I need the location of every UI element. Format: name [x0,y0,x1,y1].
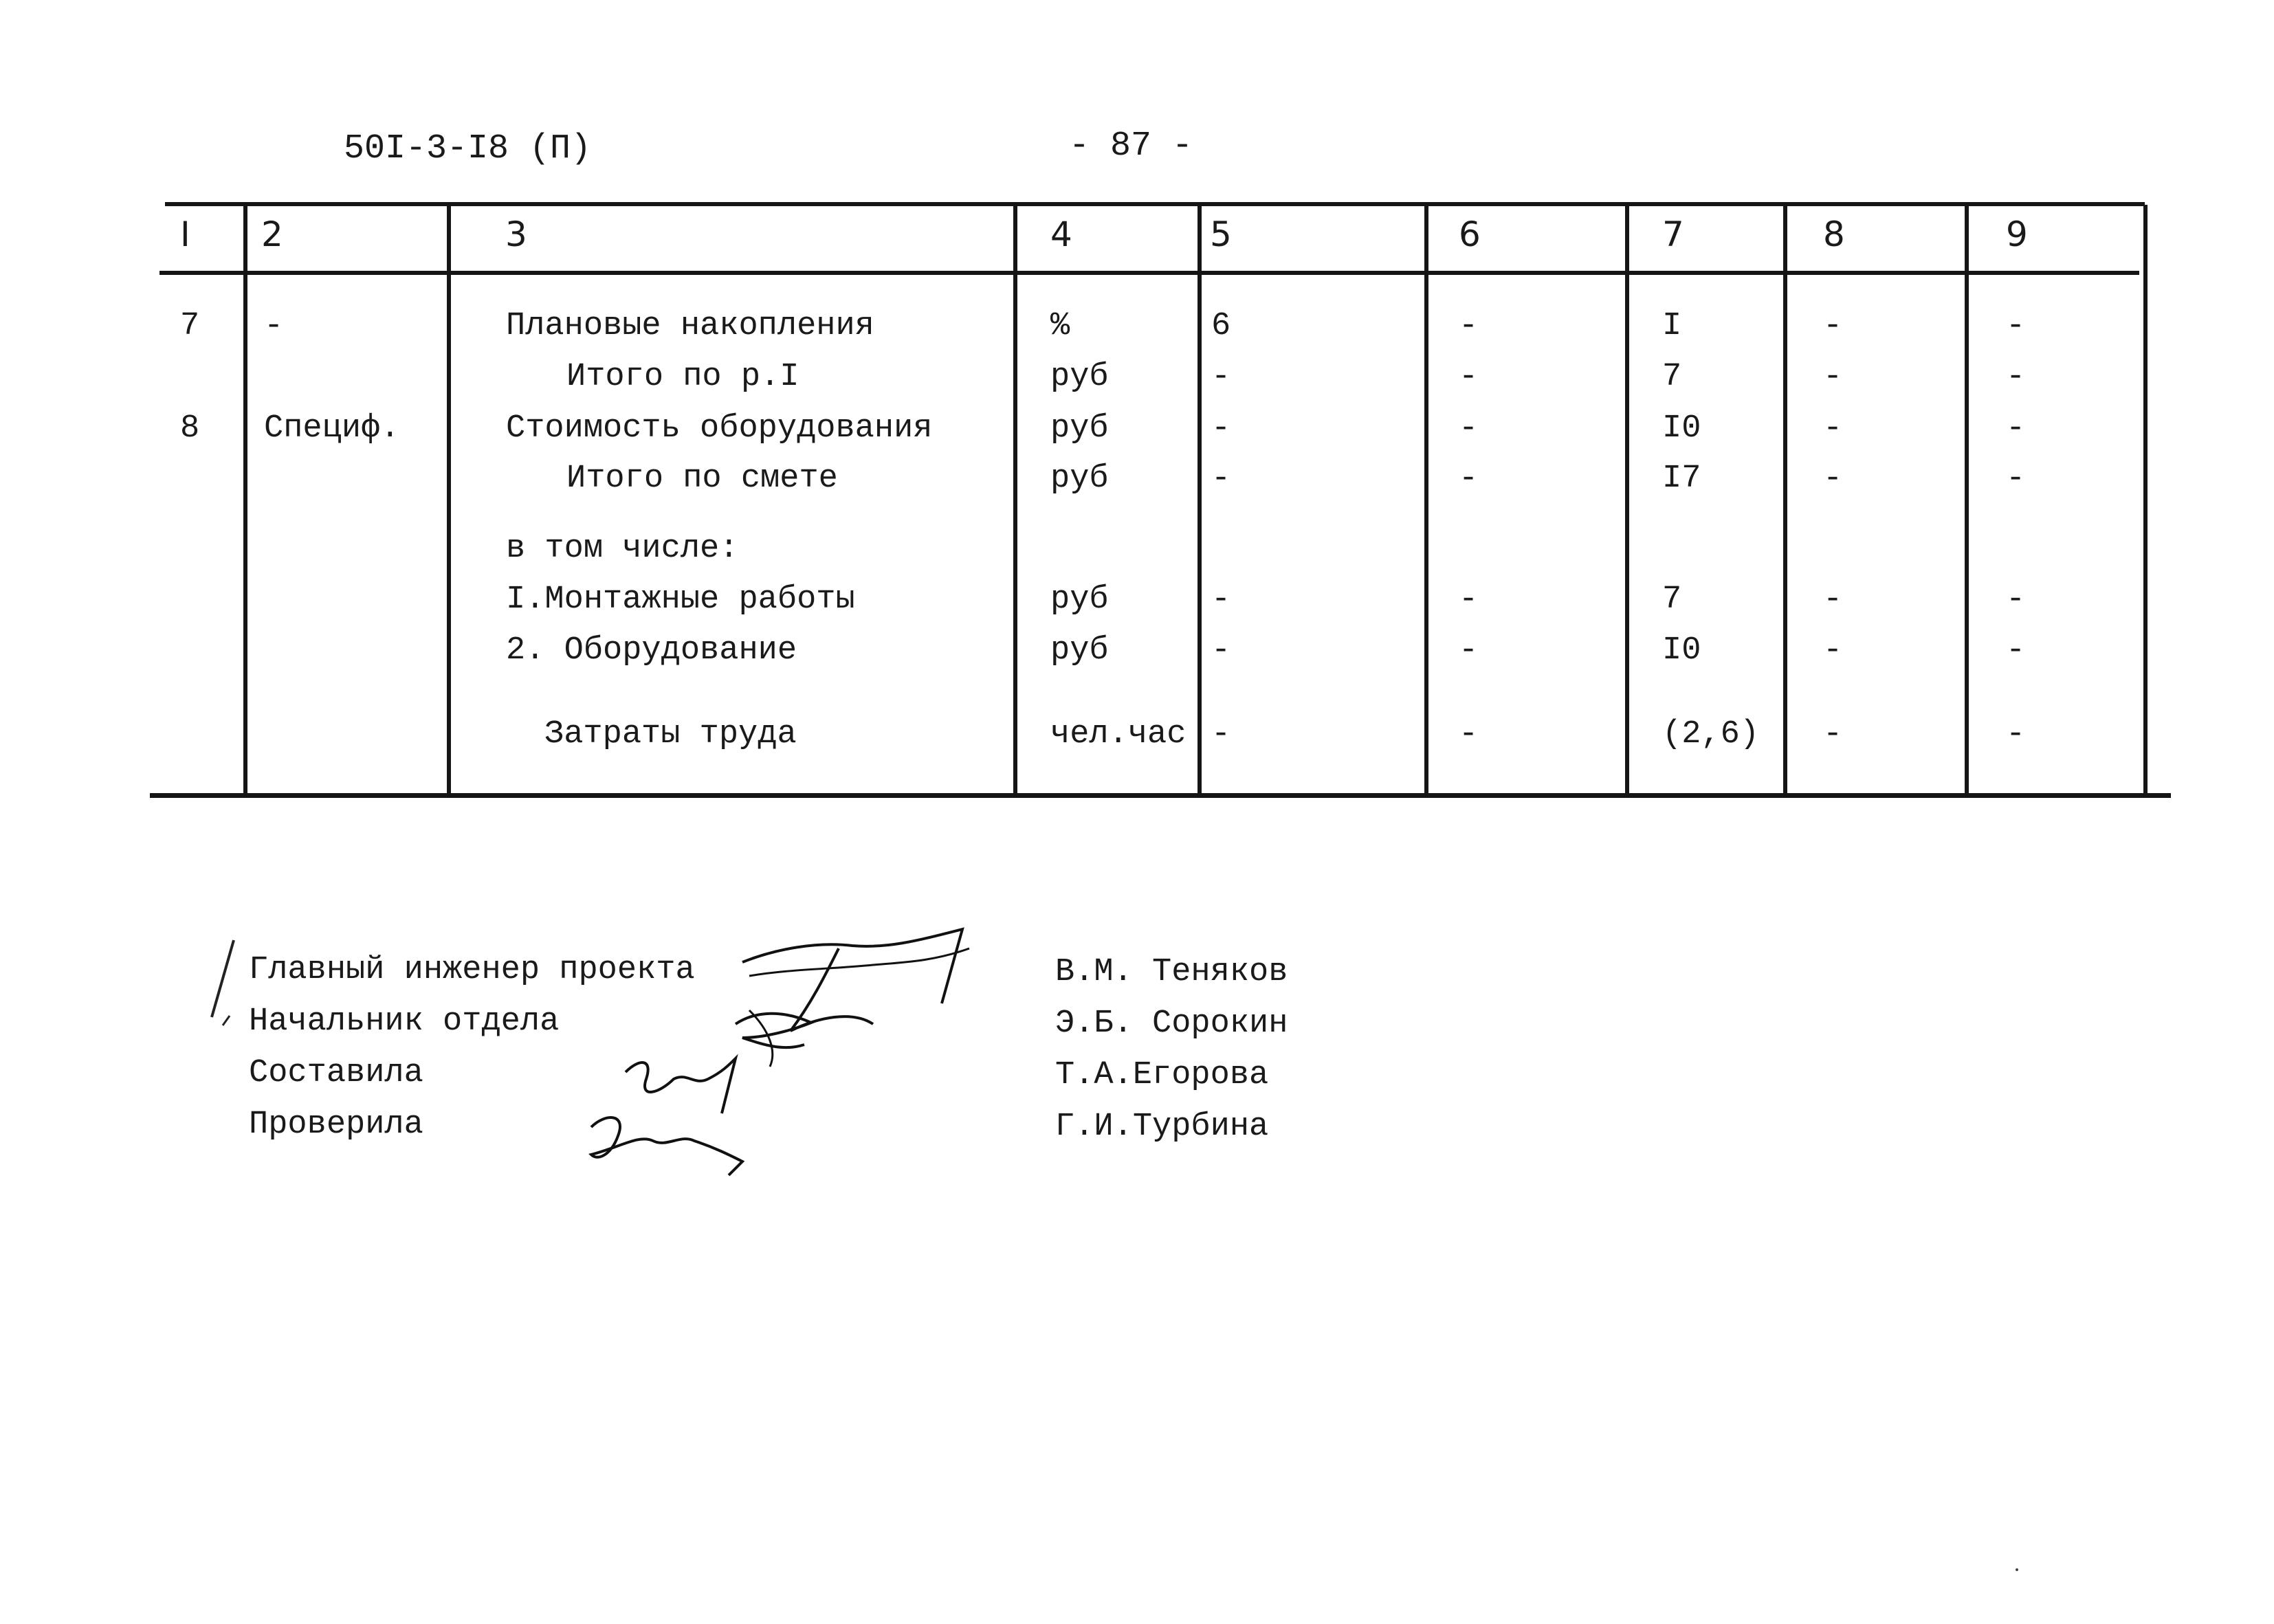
col-divider-2 [447,205,451,797]
cell-col6: - [1459,581,1479,618]
cell-col7: I0 [1662,632,1701,669]
margin-tick-mark [206,935,247,1031]
cell-description: 2. Оборудование [506,632,797,669]
cell-unit: руб [1050,359,1109,395]
cell-reference: Специф. [264,410,400,447]
column-header: 8 [1823,214,1845,254]
cell-col6: - [1459,716,1479,753]
col-divider-8 [1965,205,1969,797]
signature-checked-by [577,1106,756,1182]
table-bottom-rule [150,793,2171,798]
cell-description: Итого по смете [566,460,838,497]
cell-description: Плановые накопления [506,308,874,344]
document-code: 50I-3-I8 (П) [344,129,592,168]
cell-description: в том числе: [506,531,739,567]
cell-col5: 6 [1211,308,1231,344]
cell-unit: руб [1050,581,1109,618]
cell-col8: - [1823,632,1843,669]
name-compiled-by: Т.А.Егорова [1055,1057,1269,1093]
cell-col7: I7 [1662,460,1701,497]
page-number: - 87 - [1069,126,1193,166]
scan-speck [2016,1568,2018,1571]
cell-col9: - [2006,410,2026,447]
table-header-rule [159,271,2139,275]
cell-col6: - [1459,460,1479,497]
cell-col8: - [1823,581,1843,618]
col-divider-7 [1783,205,1787,797]
col-divider-right [2143,205,2148,797]
col-divider-6 [1625,205,1629,797]
column-header: I [180,214,190,254]
column-header: 4 [1050,214,1072,254]
cell-col6: - [1459,632,1479,669]
role-chief-engineer: Главный инженер проекта [249,952,695,988]
role-compiled-by: Составила [249,1055,423,1091]
cell-col9: - [2006,359,2026,395]
cell-col8: - [1823,359,1843,395]
column-header: 7 [1662,214,1684,254]
column-header: 3 [505,214,527,254]
cell-reference: - [264,308,284,344]
cell-col8: - [1823,410,1843,447]
cell-col9: - [2006,581,2026,618]
column-header: 6 [1459,214,1481,254]
name-department-head: Э.Б. Сорокин [1055,1005,1288,1042]
cell-col6: - [1459,359,1479,395]
name-checked-by: Г.И.Турбина [1055,1109,1269,1145]
cell-col9: - [2006,460,2026,497]
column-header: 9 [2006,214,2028,254]
col-divider-4 [1197,205,1202,797]
role-checked-by: Проверила [249,1106,423,1143]
cell-col7: I0 [1662,410,1701,447]
cell-col5: - [1211,716,1231,753]
name-chief-engineer: В.М. Теняков [1055,954,1288,990]
role-department-head: Начальник отдела [249,1003,560,1040]
column-header: 5 [1210,214,1232,254]
col-divider-5 [1424,205,1428,797]
cell-col7: 7 [1662,581,1682,618]
cell-col9: - [2006,632,2026,669]
column-header: 2 [261,214,283,254]
cell-unit: чел.час [1050,716,1186,753]
cell-unit: руб [1050,632,1109,669]
cell-col8: - [1823,460,1843,497]
cell-row-number: 7 [180,308,200,344]
cell-row-number: 8 [180,410,200,447]
cell-unit: % [1050,308,1070,344]
cell-col5: - [1211,359,1231,395]
cell-description: I.Монтажные работы [506,581,855,618]
cell-col5: - [1211,460,1231,497]
cell-col7: 7 [1662,359,1682,395]
cell-col9: - [2006,716,2026,753]
cell-description: Итого по р.I [566,359,799,395]
cell-col7: I [1662,308,1682,344]
cell-col8: - [1823,308,1843,344]
cell-col9: - [2006,308,2026,344]
cell-col6: - [1459,410,1479,447]
cell-col7: (2,6) [1662,716,1760,753]
cell-col6: - [1459,308,1479,344]
cell-unit: руб [1050,410,1109,447]
cell-col5: - [1211,581,1231,618]
col-divider-3 [1013,205,1017,797]
cell-col5: - [1211,632,1231,669]
cell-description: Затраты труда [544,716,797,753]
cell-col8: - [1823,716,1843,753]
cell-description: Стоимость оборудования [506,410,933,447]
cell-unit: руб [1050,460,1109,497]
table-top-rule [165,202,2145,206]
cell-col5: - [1211,410,1231,447]
col-divider-1 [243,205,247,797]
